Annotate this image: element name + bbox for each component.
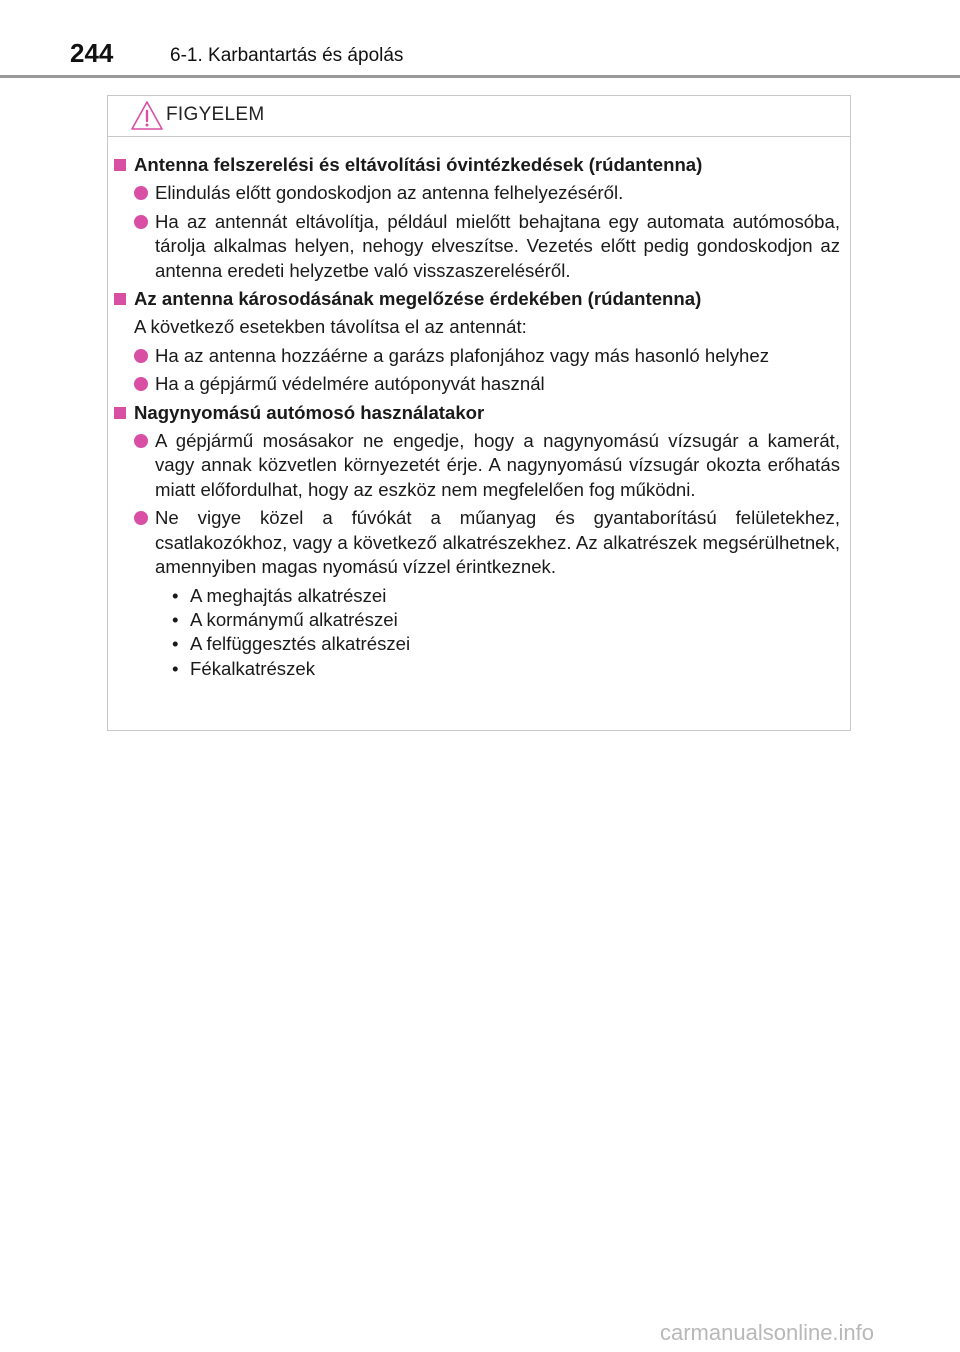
- square-bullet-icon: [114, 407, 126, 419]
- list-item-text: Ha az antenna hozzáérne a garázs plafonjához vagy más hasonló helyhez: [155, 344, 769, 366]
- dot-bullet-icon: •: [172, 584, 179, 606]
- parts-list-item-text: A kormánymű alkatrészei: [190, 608, 398, 630]
- header-divider: [0, 75, 960, 78]
- topic-heading: [114, 287, 840, 311]
- parts-list-item: [114, 657, 840, 681]
- page-header: [0, 0, 960, 80]
- circle-bullet-icon: [134, 511, 148, 525]
- warning-box: [107, 95, 851, 731]
- parts-list-item-text: Fékalkatrészek: [190, 657, 316, 679]
- circle-bullet-icon: [134, 215, 148, 229]
- square-bullet-icon: [114, 159, 126, 171]
- topic-heading-text: Antenna felszerelési és eltávolítási óvintézkedések (rúdantenna): [134, 154, 703, 175]
- list-item-text: Ha az antennát eltávolítja, például mielőtt behajtana egy automata autómosóba, tárolja alkalmas helyen, nehogy elveszítse. Vezetés előtt pedig gondoskodjon az antenna eredeti helyzetbe való visszaszereléséről.: [155, 210, 840, 281]
- dot-bullet-icon: •: [172, 657, 179, 679]
- page-number: 244: [70, 38, 114, 68]
- list-item-text: Elindulás előtt gondoskodjon az antenna felhelyezéséről.: [155, 182, 624, 204]
- warning-title: FIGYELEM: [166, 104, 265, 125]
- topic-heading: [114, 401, 840, 425]
- list-item-text: Ne vigye közel a fúvókát a műanyag és gyantaborítású felületekhez, csatlakozókhoz, vagy a következő alkatrészekhez. Az alkatrészek megsérülhetnek, amennyiben magas nyomású vízzel érintkeznek.: [155, 507, 840, 578]
- list-item: [114, 344, 840, 368]
- circle-bullet-icon: [134, 434, 148, 448]
- parts-list: [114, 584, 840, 682]
- dot-bullet-icon: •: [172, 608, 179, 630]
- list-item: [114, 429, 840, 502]
- section-title: 6-1. Karbantartás és ápolás: [170, 45, 404, 66]
- warning-body: [108, 137, 850, 681]
- circle-bullet-icon: [134, 186, 148, 200]
- list-item: [114, 210, 840, 283]
- square-bullet-icon: [114, 293, 126, 305]
- parts-list-item: [114, 584, 840, 608]
- topic-intro: A következő esetekben távolítsa el az antennát:: [134, 316, 527, 338]
- list-item: [114, 506, 840, 579]
- parts-list-item: [114, 632, 840, 656]
- circle-bullet-icon: [134, 349, 148, 363]
- warning-triangle-icon: [129, 99, 165, 132]
- topic-heading-text: Nagynyomású autómosó használatakor: [134, 401, 485, 423]
- topic-heading: [114, 153, 840, 177]
- list-item-text: A gépjármű mosásakor ne engedje, hogy a nagynyomású vízsugár a kamerát, vagy annak közvetlen környezetét érje. A nagynyomású vízsugár okozta erőhatás miatt előfordulhat, hogy az eszköz nem megfelelően fog működni.: [155, 430, 840, 500]
- warning-header: [108, 96, 850, 137]
- parts-list-item-text: A felfüggesztés alkatrészei: [190, 633, 411, 655]
- circle-bullet-icon: [134, 377, 148, 391]
- list-item: [114, 181, 840, 205]
- watermark: carmanualsonline.info: [660, 1320, 875, 1345]
- list-item: [114, 372, 840, 396]
- parts-list-item: [114, 608, 840, 632]
- topic-heading-text: Az antenna károsodásának megelőzése érdekében (rúdantenna): [134, 288, 702, 310]
- dot-bullet-icon: •: [172, 633, 179, 655]
- parts-list-item-text: A meghajtás alkatrészei: [190, 584, 387, 606]
- list-item-text: Ha a gépjármű védelmére autóponyvát használ: [155, 373, 545, 395]
